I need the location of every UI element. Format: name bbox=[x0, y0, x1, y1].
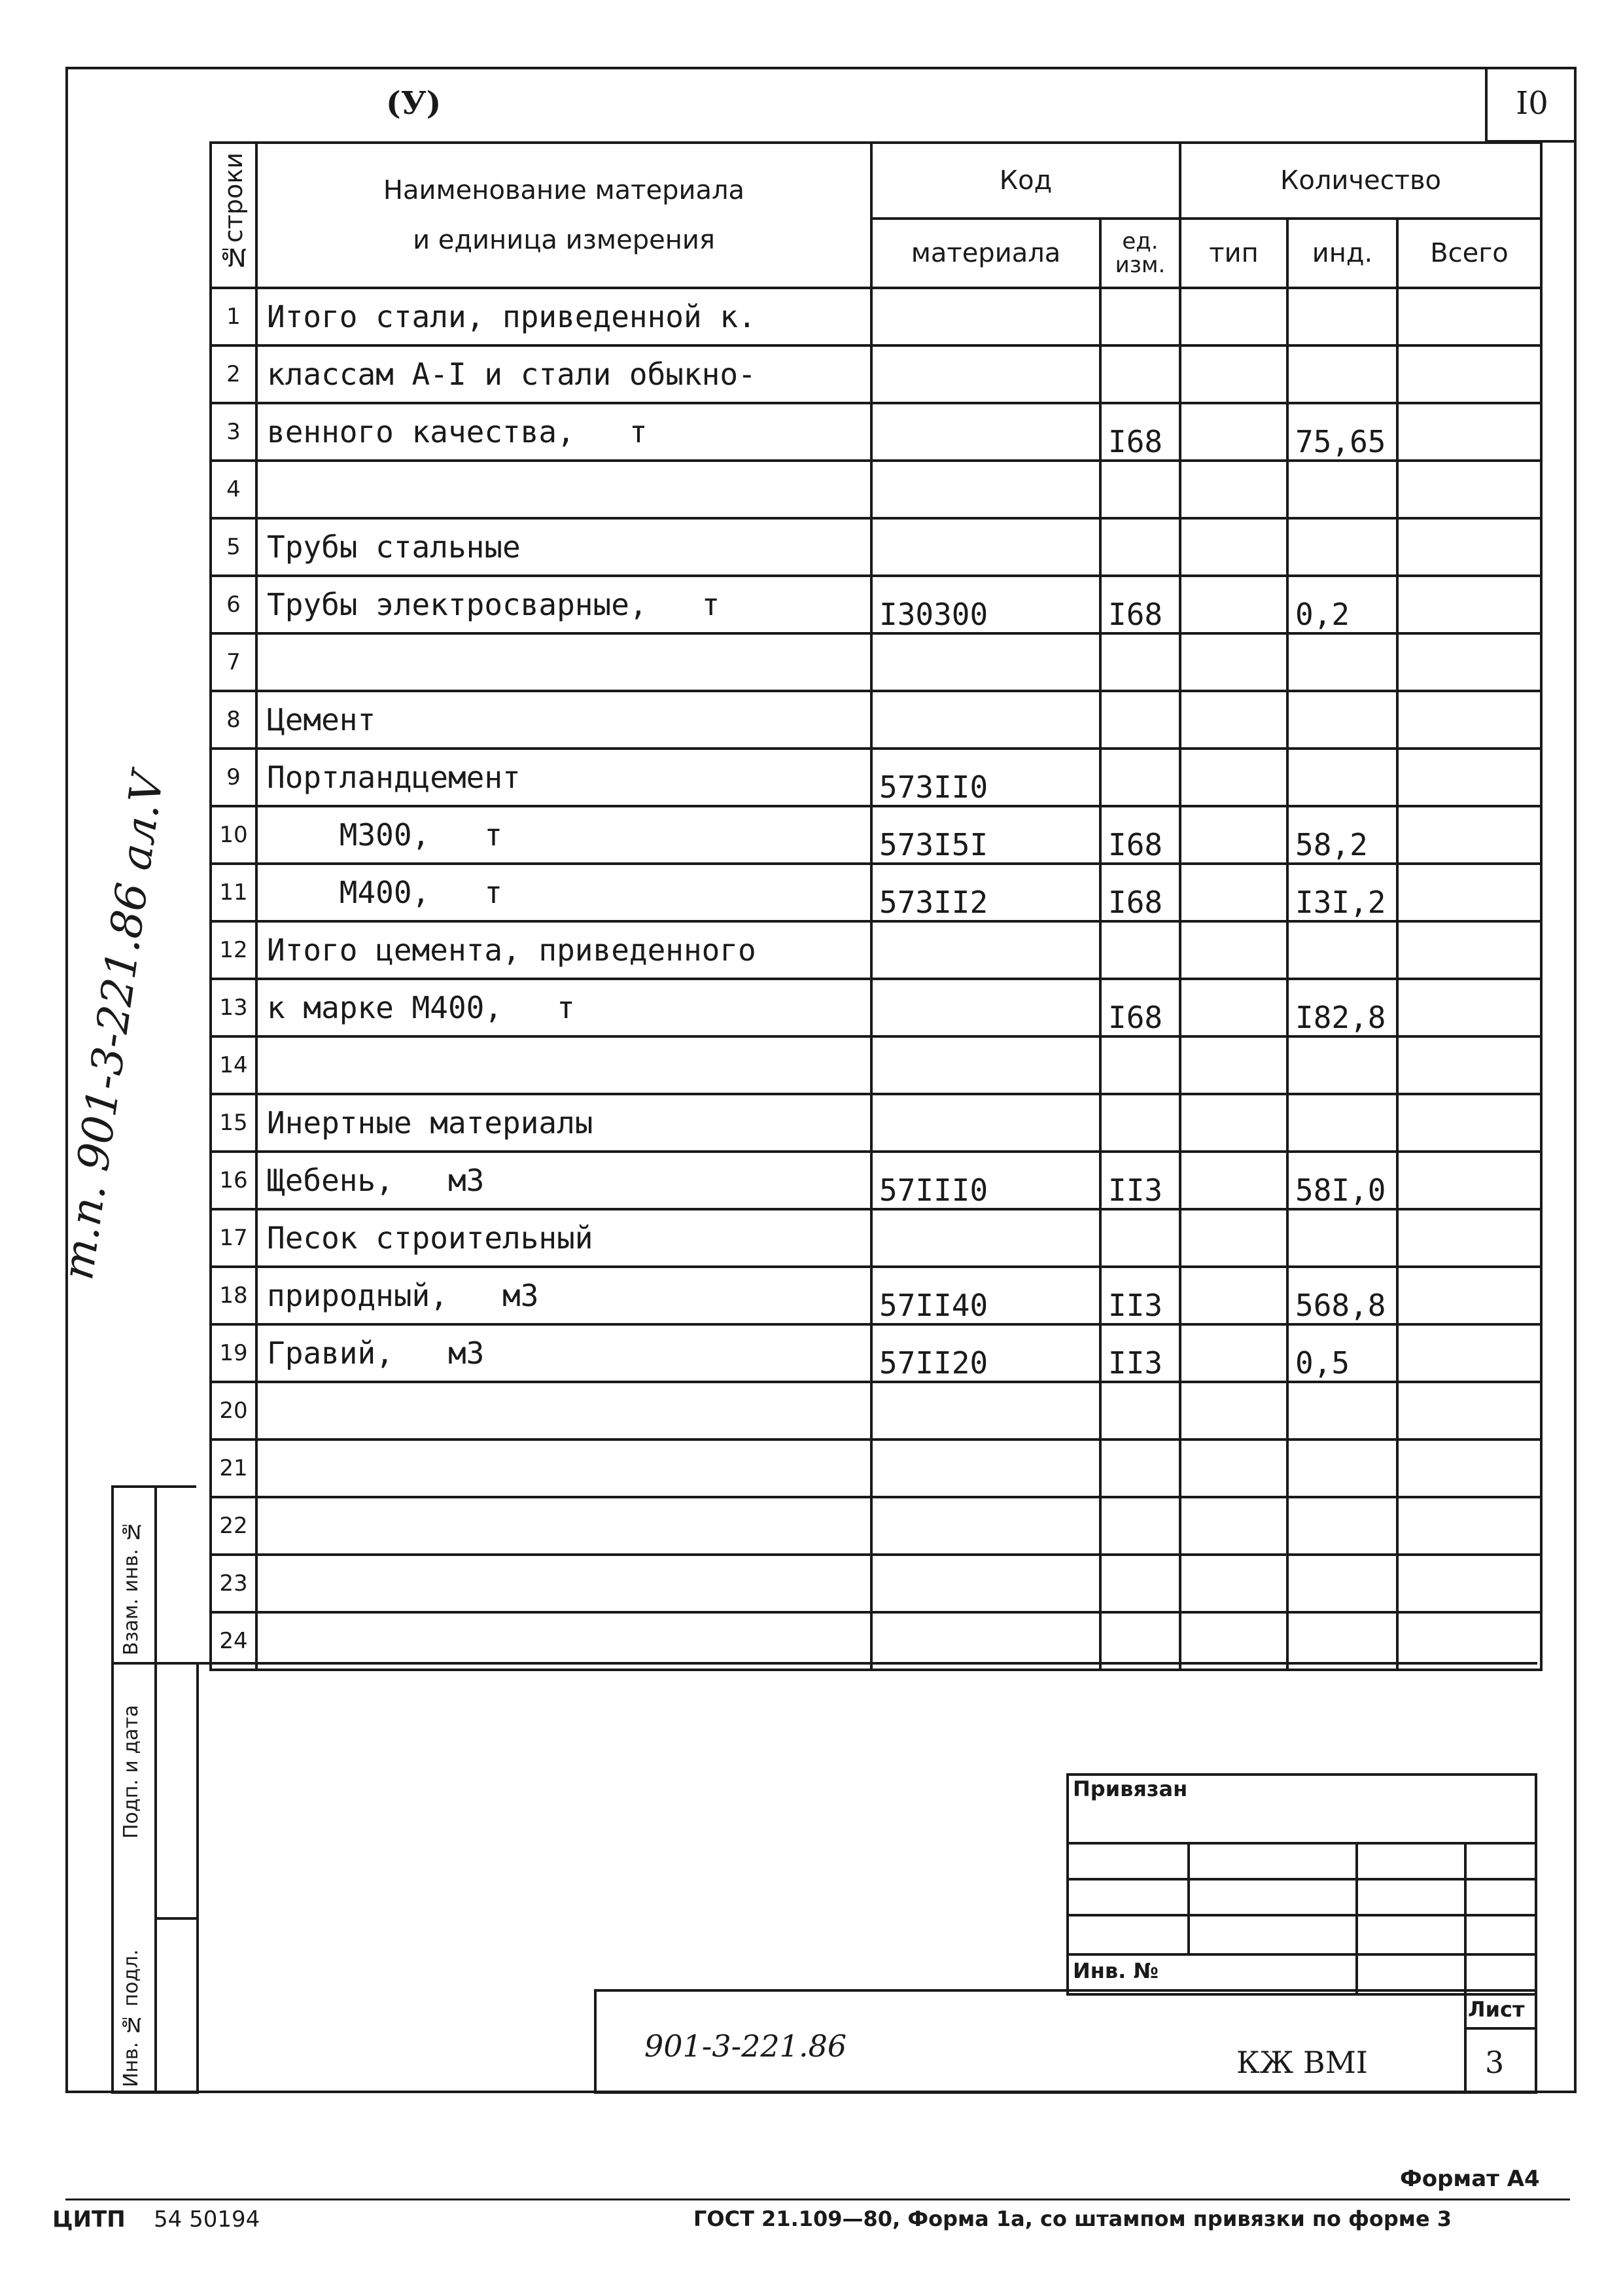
cell-code bbox=[871, 288, 1100, 345]
cell-code bbox=[871, 403, 1100, 461]
cell-ind bbox=[1287, 288, 1397, 345]
side-divider-1 bbox=[111, 1662, 196, 1665]
cell-total bbox=[1397, 1555, 1541, 1612]
cell-code: 573I5I bbox=[871, 806, 1100, 864]
cell-code bbox=[871, 1036, 1100, 1094]
cell-ind: I82,8 bbox=[1287, 979, 1397, 1036]
sheet-label: Лист bbox=[1468, 1997, 1525, 2022]
cell-type bbox=[1180, 633, 1287, 691]
header-type: тип bbox=[1180, 219, 1287, 288]
material-name: Трубы стальные bbox=[256, 518, 871, 576]
cell-total bbox=[1397, 403, 1541, 461]
row-number: 19 bbox=[211, 1324, 256, 1382]
table-row bbox=[211, 806, 1541, 864]
cell-total bbox=[1397, 1382, 1541, 1439]
cell-code: I30300 bbox=[871, 576, 1100, 633]
table-row bbox=[211, 921, 1541, 979]
cell-code: 57III0 bbox=[871, 1152, 1100, 1209]
footer-rule bbox=[65, 2199, 1570, 2200]
cell-total bbox=[1397, 864, 1541, 921]
cell-code bbox=[871, 461, 1100, 518]
row-number: 10 bbox=[211, 806, 256, 864]
cell-code: 573II0 bbox=[871, 749, 1100, 806]
cell-total bbox=[1397, 1324, 1541, 1382]
cell-unit bbox=[1100, 1439, 1180, 1497]
binding-col-line-3 bbox=[1464, 1842, 1467, 1996]
row-number: 7 bbox=[211, 633, 256, 691]
row-number: 20 bbox=[211, 1382, 256, 1439]
cell-total bbox=[1397, 633, 1541, 691]
cell-unit bbox=[1100, 1612, 1180, 1670]
table-row bbox=[211, 518, 1541, 576]
cell-type bbox=[1180, 864, 1287, 921]
table-row bbox=[211, 345, 1541, 403]
cell-total bbox=[1397, 576, 1541, 633]
material-name bbox=[256, 1439, 871, 1497]
row-number: 11 bbox=[211, 864, 256, 921]
side-label-inv: Инв. № подл. bbox=[120, 1949, 143, 2087]
cell-type bbox=[1180, 1555, 1287, 1612]
cell-unit bbox=[1100, 1555, 1180, 1612]
table-row bbox=[211, 1382, 1541, 1439]
cell-unit bbox=[1100, 518, 1180, 576]
cell-total bbox=[1397, 1612, 1541, 1670]
cell-type bbox=[1180, 806, 1287, 864]
header-material-name: Наименование материала и единица измерения bbox=[256, 143, 871, 288]
header-quantity: Количество bbox=[1180, 143, 1541, 219]
cell-code bbox=[871, 1555, 1100, 1612]
cell-ind bbox=[1287, 461, 1397, 518]
cell-ind: 58,2 bbox=[1287, 806, 1397, 864]
cell-ind bbox=[1287, 749, 1397, 806]
cell-unit bbox=[1100, 921, 1180, 979]
cell-type bbox=[1180, 1324, 1287, 1382]
cell-total bbox=[1397, 518, 1541, 576]
footer-gost: ГОСТ 21.109—80, Форма 1а, со штампом привязки по форме 3 bbox=[693, 2206, 1452, 2231]
binding-row-line-1 bbox=[1066, 1842, 1537, 1845]
cell-unit bbox=[1100, 1094, 1180, 1152]
header-unit: ед. изм. bbox=[1100, 219, 1180, 288]
cell-type bbox=[1180, 345, 1287, 403]
table-row bbox=[211, 576, 1541, 633]
cell-ind: 0,5 bbox=[1287, 1324, 1397, 1382]
cell-code bbox=[871, 1094, 1100, 1152]
cell-code bbox=[871, 1497, 1100, 1555]
cell-unit: I68 bbox=[1100, 806, 1180, 864]
table-row bbox=[211, 1324, 1541, 1382]
cell-type bbox=[1180, 1209, 1287, 1267]
cell-code: 57II40 bbox=[871, 1267, 1100, 1324]
material-name: Итого цемента, приведенного bbox=[256, 921, 871, 979]
cell-code: 573II2 bbox=[871, 864, 1100, 921]
cell-ind bbox=[1287, 1094, 1397, 1152]
side-strip-inner bbox=[154, 1485, 196, 2094]
cell-ind bbox=[1287, 1612, 1397, 1670]
cell-code: 57II20 bbox=[871, 1324, 1100, 1382]
material-name bbox=[256, 461, 871, 518]
side-divider-2 bbox=[154, 1917, 196, 1920]
material-name bbox=[256, 1036, 871, 1094]
cell-ind bbox=[1287, 1036, 1397, 1094]
format-label: Формат А4 bbox=[1400, 2166, 1540, 2192]
cell-total bbox=[1397, 691, 1541, 749]
cell-ind bbox=[1287, 1439, 1397, 1497]
cell-total bbox=[1397, 288, 1541, 345]
header-ind: инд. bbox=[1287, 219, 1397, 288]
table-row bbox=[211, 633, 1541, 691]
material-name: природный, м3 bbox=[256, 1267, 871, 1324]
header-code: Код bbox=[871, 143, 1180, 219]
row-number: 8 bbox=[211, 691, 256, 749]
row-number: 9 bbox=[211, 749, 256, 806]
cell-ind bbox=[1287, 1555, 1397, 1612]
cell-unit bbox=[1100, 345, 1180, 403]
sheet-corner-number: I0 bbox=[1485, 67, 1577, 143]
binding-col-line-2 bbox=[1355, 1842, 1358, 1996]
row-number: 24 bbox=[211, 1612, 256, 1670]
cell-type bbox=[1180, 576, 1287, 633]
cell-ind: 568,8 bbox=[1287, 1267, 1397, 1324]
material-name: М300, т bbox=[256, 806, 871, 864]
cell-type bbox=[1180, 1612, 1287, 1670]
cell-total bbox=[1397, 749, 1541, 806]
handwritten-reference: т.п. 901-3-221.86 ал.V bbox=[52, 769, 174, 1283]
material-name: Трубы электросварные, т bbox=[256, 576, 871, 633]
cell-total bbox=[1397, 1036, 1541, 1094]
binding-col-line-1 bbox=[1187, 1842, 1190, 1953]
footer-org: ЦИТП bbox=[52, 2206, 126, 2233]
row-number: 17 bbox=[211, 1209, 256, 1267]
table-row bbox=[211, 1209, 1541, 1267]
material-name: Песок строительный bbox=[256, 1209, 871, 1267]
row-number: 3 bbox=[211, 403, 256, 461]
cell-type bbox=[1180, 1497, 1287, 1555]
table-row bbox=[211, 864, 1541, 921]
cell-code bbox=[871, 518, 1100, 576]
table-row bbox=[211, 1036, 1541, 1094]
cell-code bbox=[871, 633, 1100, 691]
header-row-number: №строки bbox=[211, 143, 256, 288]
cell-ind bbox=[1287, 633, 1397, 691]
material-name bbox=[256, 1612, 871, 1670]
cell-total bbox=[1397, 1439, 1541, 1497]
row-number: 12 bbox=[211, 921, 256, 979]
cell-ind bbox=[1287, 921, 1397, 979]
table-row bbox=[211, 288, 1541, 345]
cell-unit: I68 bbox=[1100, 979, 1180, 1036]
title-sheet-label-line bbox=[1464, 2027, 1537, 2030]
cell-ind bbox=[1287, 1209, 1397, 1267]
cell-type bbox=[1180, 288, 1287, 345]
cell-unit bbox=[1100, 1382, 1180, 1439]
cell-ind: 75,65 bbox=[1287, 403, 1397, 461]
table-row bbox=[211, 749, 1541, 806]
row-number: 1 bbox=[211, 288, 256, 345]
binding-row-line-3 bbox=[1066, 1914, 1537, 1916]
binding-row-line-2 bbox=[1066, 1878, 1537, 1881]
table-row bbox=[211, 1094, 1541, 1152]
cell-total bbox=[1397, 921, 1541, 979]
table-row bbox=[211, 403, 1541, 461]
material-name bbox=[256, 633, 871, 691]
cell-ind: 58I,0 bbox=[1287, 1152, 1397, 1209]
sheet-number: 3 bbox=[1485, 2045, 1505, 2080]
row-number: 5 bbox=[211, 518, 256, 576]
row-number: 15 bbox=[211, 1094, 256, 1152]
cell-code bbox=[871, 979, 1100, 1036]
cell-unit bbox=[1100, 1497, 1180, 1555]
material-name bbox=[256, 1555, 871, 1612]
cell-type bbox=[1180, 518, 1287, 576]
cell-unit: I68 bbox=[1100, 576, 1180, 633]
material-name: Итого стали, приведенной к. bbox=[256, 288, 871, 345]
inv-number-label: Инв. № bbox=[1073, 1958, 1159, 1983]
cell-total bbox=[1397, 806, 1541, 864]
cell-type bbox=[1180, 979, 1287, 1036]
cell-unit: II3 bbox=[1100, 1267, 1180, 1324]
material-name: венного качества, т bbox=[256, 403, 871, 461]
document-mark-code: КЖ ВМI bbox=[1236, 2045, 1368, 2080]
title-sheet-divider bbox=[1464, 1989, 1467, 2094]
cell-ind bbox=[1287, 691, 1397, 749]
table-row bbox=[211, 1439, 1541, 1497]
row-number: 14 bbox=[211, 1036, 256, 1094]
row-number: 23 bbox=[211, 1555, 256, 1612]
cell-ind: 0,2 bbox=[1287, 576, 1397, 633]
header-code-material: материала bbox=[871, 219, 1100, 288]
binding-row-line-4 bbox=[1066, 1953, 1537, 1956]
header-total: Всего bbox=[1397, 219, 1541, 288]
cell-type bbox=[1180, 1439, 1287, 1497]
cell-type bbox=[1180, 749, 1287, 806]
cell-unit bbox=[1100, 461, 1180, 518]
cell-type bbox=[1180, 1036, 1287, 1094]
cell-unit: II3 bbox=[1100, 1324, 1180, 1382]
material-name: классам А-I и стали обыкно- bbox=[256, 345, 871, 403]
cell-ind bbox=[1287, 1497, 1397, 1555]
material-name: М400, т bbox=[256, 864, 871, 921]
cell-code bbox=[871, 1382, 1100, 1439]
cell-code bbox=[871, 691, 1100, 749]
cell-total bbox=[1397, 1209, 1541, 1267]
cell-unit: I68 bbox=[1100, 864, 1180, 921]
material-name: Портландцемент bbox=[256, 749, 871, 806]
material-name: Щебень, м3 bbox=[256, 1152, 871, 1209]
table-row bbox=[211, 1497, 1541, 1555]
material-name: к марке М400, т bbox=[256, 979, 871, 1036]
cell-unit bbox=[1100, 1036, 1180, 1094]
material-name: Цемент bbox=[256, 691, 871, 749]
row-number: 22 bbox=[211, 1497, 256, 1555]
footer-order: 54 50194 bbox=[154, 2206, 260, 2233]
cell-code bbox=[871, 921, 1100, 979]
cell-unit bbox=[1100, 633, 1180, 691]
side-label-podp: Подп. и дата bbox=[120, 1704, 143, 1839]
row-number: 21 bbox=[211, 1439, 256, 1497]
cell-code bbox=[871, 1209, 1100, 1267]
cell-total bbox=[1397, 1497, 1541, 1555]
cell-total bbox=[1397, 979, 1541, 1036]
document-mark: (У) bbox=[386, 85, 442, 122]
table-row bbox=[211, 1555, 1541, 1612]
cell-unit bbox=[1100, 691, 1180, 749]
cell-total bbox=[1397, 1152, 1541, 1209]
cell-type bbox=[1180, 1094, 1287, 1152]
cell-unit bbox=[1100, 288, 1180, 345]
cell-type bbox=[1180, 1152, 1287, 1209]
cell-unit: I68 bbox=[1100, 403, 1180, 461]
document-code: 901-3-221.86 bbox=[644, 2028, 847, 2064]
row-number: 13 bbox=[211, 979, 256, 1036]
cell-type bbox=[1180, 403, 1287, 461]
material-name bbox=[256, 1382, 871, 1439]
material-name: Гравий, м3 bbox=[256, 1324, 871, 1382]
row-number: 18 bbox=[211, 1267, 256, 1324]
table-row bbox=[211, 1267, 1541, 1324]
cell-total bbox=[1397, 1267, 1541, 1324]
row-number: 2 bbox=[211, 345, 256, 403]
binding-stamp-label: Привязан bbox=[1073, 1776, 1188, 1801]
row-number: 4 bbox=[211, 461, 256, 518]
table-row bbox=[211, 1612, 1541, 1670]
row-number: 16 bbox=[211, 1152, 256, 1209]
cell-total bbox=[1397, 461, 1541, 518]
cell-unit bbox=[1100, 1209, 1180, 1267]
materials-table bbox=[209, 141, 1543, 1671]
row-number: 6 bbox=[211, 576, 256, 633]
cell-type bbox=[1180, 1267, 1287, 1324]
cell-ind: I3I,2 bbox=[1287, 864, 1397, 921]
table-row bbox=[211, 691, 1541, 749]
table-row bbox=[211, 979, 1541, 1036]
cell-unit bbox=[1100, 749, 1180, 806]
table-row bbox=[211, 461, 1541, 518]
table-row bbox=[211, 1152, 1541, 1209]
material-name: Инертные материалы bbox=[256, 1094, 871, 1152]
material-name bbox=[256, 1497, 871, 1555]
cell-code bbox=[871, 1612, 1100, 1670]
cell-ind bbox=[1287, 1382, 1397, 1439]
cell-ind bbox=[1287, 345, 1397, 403]
cell-code bbox=[871, 345, 1100, 403]
cell-total bbox=[1397, 1094, 1541, 1152]
cell-type bbox=[1180, 691, 1287, 749]
cell-type bbox=[1180, 921, 1287, 979]
cell-total bbox=[1397, 345, 1541, 403]
cell-type bbox=[1180, 461, 1287, 518]
side-label-vzam: Взам. инв. № bbox=[120, 1519, 143, 1655]
cell-ind bbox=[1287, 518, 1397, 576]
cell-unit: II3 bbox=[1100, 1152, 1180, 1209]
cell-code bbox=[871, 1439, 1100, 1497]
cell-type bbox=[1180, 1382, 1287, 1439]
